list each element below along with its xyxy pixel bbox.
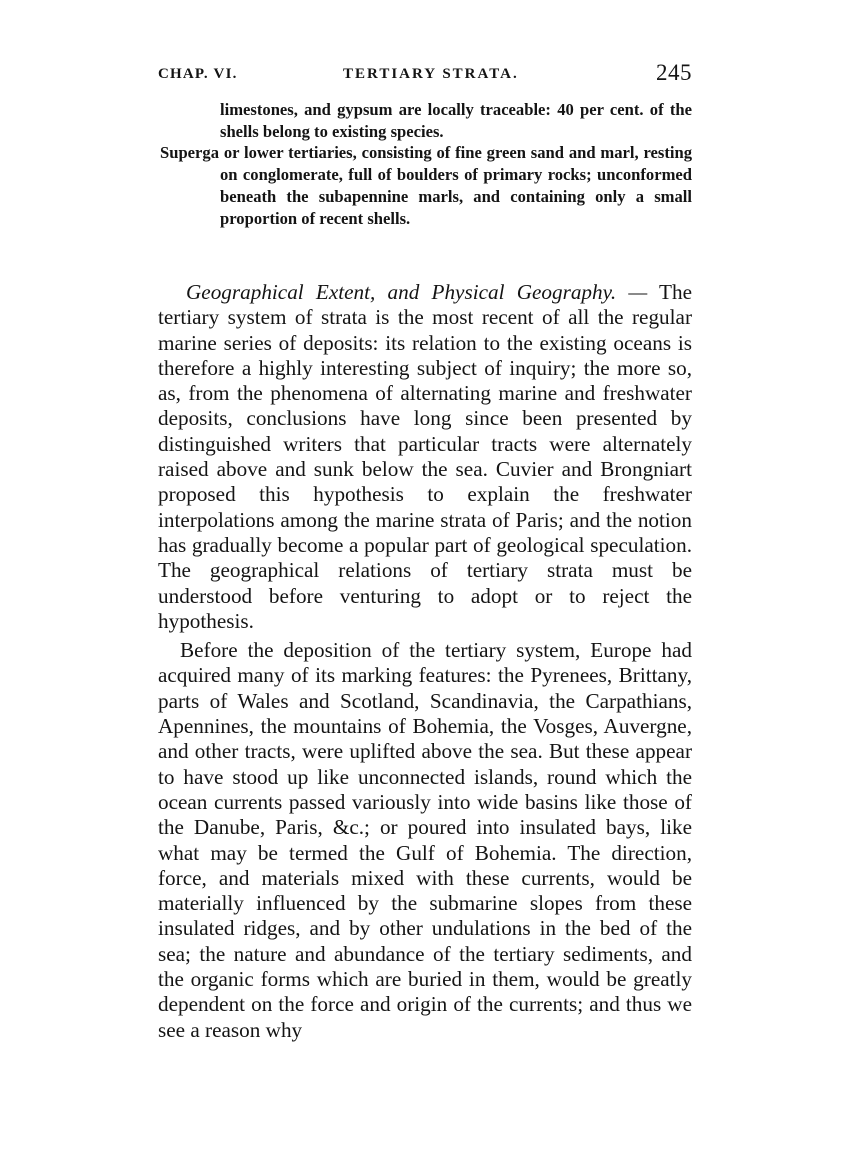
running-head: [158, 60, 692, 90]
paragraph-2: Before the deposition of the tertiary system, Europe had acquired many of its marking features: the Pyrenees, Brittany, parts of Wales and Scotland, Scandinavia, the Carpathians, Apennines, the mountains of Bohemia, the Vosges, Auvergne, and other tracts, were uplifted above the sea. But these appear to have stood up like unconnected islands, round which the ocean currents passed variously into wide basins like those of the Danube, Paris, &c.; or poured into insulated bays, like what may be termed the Gulf of Bohemia. The direction, force, and materials mixed with these currents, would be materially influenced by the submarine slopes from these insulated ridges, and by other undulations in the bed of the sea; the nature and abundance of the tertiary sediments, and the organic forms which are buried in them, would be greatly dependent on the force and origin of the currents; and thus we see a reason why: [158, 638, 692, 1042]
page-number: 245: [656, 60, 692, 85]
section-heading: Geographical Extent, and Physical Geography. —: [186, 280, 648, 304]
main-text: [158, 280, 692, 1043]
list-continuation: limestones, and gypsum are locally traceable: 40 per cent. of the shells belong to existing species.: [220, 100, 692, 141]
paragraph-1: [158, 280, 692, 634]
chapter-label: CHAP. VI.: [158, 66, 238, 82]
paragraph-1-text: The tertiary system of strata is the most recent of all the regular marine series of deposits: its relation to the existing oceans is therefore a highly interesting subject of inquiry; the more so, as, from the phenomena of alternating marine and freshwater deposits, conclusions have long since been presented by distinguished writers that particular tracts were alternately raised above and sunk below the sea. Cuvier and Brongniart proposed this hypothesis to explain the freshwater interpolations among the marine strata of Paris; and the notion has gradually become a popular part of geological speculation. The geographical relations of tertiary strata must be understood before venturing to adopt or to reject the hypothesis.: [158, 280, 692, 633]
list-item-superga: Superga or lower tertiaries, consisting of fine green sand and marl, resting on conglomerate, full of boulders of primary rocks; unconformed beneath the subapennine marls, and containing only a small proportion of recent shells.: [160, 143, 692, 228]
strata-list: [160, 99, 692, 229]
running-title: TERTIARY STRATA.: [343, 66, 519, 82]
